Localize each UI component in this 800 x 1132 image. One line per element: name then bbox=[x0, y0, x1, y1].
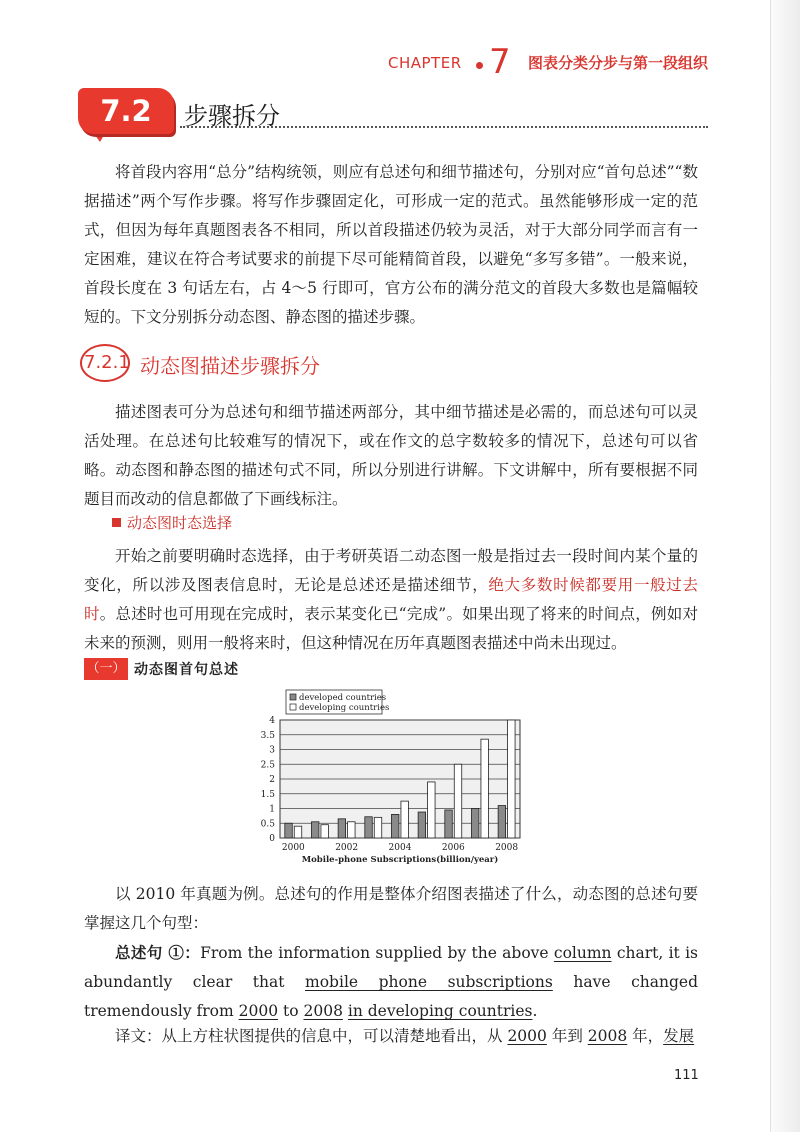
bar-developed-countries bbox=[311, 822, 318, 838]
subtopic-tag-text: 动态图首句总述 bbox=[134, 662, 239, 678]
bar-developed-countries bbox=[418, 812, 425, 838]
bar-developing-countries bbox=[374, 817, 381, 838]
sentence-underlined: in developing countries bbox=[347, 1002, 533, 1020]
bar-developed-countries bbox=[471, 809, 478, 839]
bar-developed-countries bbox=[445, 810, 452, 838]
legend-label: developed countries bbox=[299, 693, 387, 703]
translation-underlined: 2000 bbox=[507, 1027, 547, 1045]
page-edge bbox=[770, 0, 800, 1132]
chapter-bullet-icon bbox=[476, 62, 483, 69]
y-tick-label: 4 bbox=[269, 716, 275, 726]
y-tick-label: 3 bbox=[269, 745, 275, 756]
sentence-part: chart, it is abundantly clear that bbox=[84, 944, 698, 991]
legend-swatch bbox=[290, 694, 296, 700]
x-axis-label: Mobile-phone Subscriptions(billion/year) bbox=[301, 855, 499, 865]
paragraph-intro-text: 将首段内容用“总分”结构统领，则应有总述句和细节描述句，分别对应“首句总述”“数据描述”两个写作步骤。将写作步骤固定化，可形成一定的范式。虽然能够形成一定的范式，但因为每年真题图表各不相同，所以首段描述仍较为灵活，对于大部分同学而言有一定困难，建议在符合考试要求的前提下尽可能精简首段，以避免“多写多错”。一般来说，首段长度在 3 句话左右，占 4～5 行即可，官方公布的满分范文的首段大多数也是篇幅较短的。下文分别拆分动态图、静态图的描述步骤。 bbox=[84, 163, 698, 326]
tense-after: 。总述时也可用现在完成时，表示某变化已“完成”。如果出现了将来的时间点，例如对未来的预测，则用一般将来时，但这种情况在历年真题图表描述中尚未出现过。 bbox=[84, 605, 698, 652]
y-tick-label: 1.5 bbox=[260, 789, 275, 800]
paragraph-description bbox=[84, 398, 698, 514]
x-tick-label: 2000 bbox=[281, 843, 305, 853]
sentence-part: From the information supplied by the above bbox=[200, 944, 554, 962]
x-tick-label: 2008 bbox=[495, 843, 519, 853]
paragraph-intro bbox=[84, 158, 698, 332]
chapter-number: 7 bbox=[489, 42, 511, 82]
x-tick-label: 2004 bbox=[388, 843, 412, 853]
paragraph-description-text: 描述图表可分为总述句和细节描述两部分，其中细节描述是必需的，而总述句可以灵活处理。在总述句比较难写的情况下，或在作文的总字数较多的情况下，总述句可以省略。动态图和静态图的描述句式不同，所以分别进行讲解。下文讲解中，所有要根据不同题目而改动的信息都做了下画线标注。 bbox=[84, 403, 698, 508]
bar-developed-countries bbox=[498, 806, 505, 838]
subsection-title: 动态图描述步骤拆分 bbox=[140, 354, 320, 378]
translation-part: 年到 bbox=[546, 1027, 588, 1045]
bar-developing-countries bbox=[401, 801, 408, 838]
tense-highlight: 绝大多数时候都要用一般过去时 bbox=[84, 576, 698, 623]
sentence-underlined: 2000 bbox=[238, 1002, 279, 1020]
bar-chart bbox=[240, 686, 540, 866]
sentence-underlined: column bbox=[553, 944, 612, 962]
bar-developing-countries bbox=[428, 782, 435, 838]
sentence-example-text bbox=[84, 938, 698, 1026]
sentence-part: to bbox=[278, 1002, 304, 1020]
sentence-underlined: mobile phone subscriptions bbox=[305, 973, 553, 991]
paragraph-tense-text bbox=[84, 542, 698, 658]
x-tick-label: 2006 bbox=[441, 843, 465, 853]
chapter-word: CHAPTER bbox=[388, 54, 462, 72]
tense-heading bbox=[112, 512, 232, 533]
translation-part: 年， bbox=[627, 1027, 664, 1045]
bar-developing-countries bbox=[294, 826, 301, 838]
sentence-part: have changed tremendously from bbox=[84, 973, 698, 1020]
translation-underlined: 发展 bbox=[663, 1027, 695, 1045]
paragraph-example-text: 以 2010 年真题为例。总述句的作用是整体介绍图表描述了什么，动态图的总述句要掌握这几个句型： bbox=[84, 885, 698, 932]
y-tick-label: 1 bbox=[269, 804, 275, 815]
translation-part: 译文：从上方柱状图提供的信息中，可以清楚地看出，从 bbox=[115, 1027, 508, 1045]
y-tick-label: 2 bbox=[269, 775, 275, 785]
bar-developed-countries bbox=[285, 823, 292, 838]
x-tick-label: 2002 bbox=[335, 843, 359, 853]
bar-developed-countries bbox=[338, 819, 345, 838]
square-bullet-icon bbox=[112, 518, 121, 527]
paragraph-tense bbox=[84, 542, 698, 658]
bar-developing-countries bbox=[454, 764, 461, 838]
translation-text bbox=[84, 1022, 698, 1051]
y-tick-label: 0 bbox=[269, 834, 275, 844]
bar-developed-countries bbox=[391, 814, 398, 838]
bar-developing-countries bbox=[481, 739, 488, 838]
section-badge bbox=[78, 88, 174, 134]
bar-developed-countries bbox=[365, 817, 372, 838]
tense-heading-text: 动态图时态选择 bbox=[127, 514, 233, 532]
subtopic-tag-label: （一） bbox=[84, 658, 128, 680]
bar-developing-countries bbox=[508, 720, 515, 838]
subsection-number: 7.2.1 bbox=[84, 352, 130, 373]
chapter-title: 图表分类分步与第一段组织 bbox=[528, 54, 709, 72]
y-tick-label: 0.5 bbox=[260, 819, 275, 830]
legend-label: developing countries bbox=[299, 703, 390, 713]
sentence-underlined: 2008 bbox=[303, 1002, 343, 1020]
paragraph-example bbox=[84, 880, 698, 938]
legend-swatch bbox=[290, 704, 296, 710]
page-number: 111 bbox=[674, 1068, 699, 1083]
sentence-example bbox=[84, 938, 698, 1026]
y-tick-label: 3.5 bbox=[260, 730, 275, 741]
sentence-part: . bbox=[532, 1002, 538, 1020]
tense-before: 开始之前要明确时态选择，由于考研英语二动态图一般是指过去一段时间内某个量的变化，所以涉及图表信息时，无论是总述还是描述细节， bbox=[84, 547, 698, 594]
translation bbox=[84, 1022, 698, 1051]
section-divider bbox=[180, 126, 708, 128]
chapter-header bbox=[388, 44, 728, 84]
y-tick-label: 2.5 bbox=[260, 760, 275, 771]
sentence-label: 总述句 ①： bbox=[115, 943, 201, 962]
bar-developing-countries bbox=[348, 822, 355, 838]
section-title: 步骤拆分 bbox=[184, 102, 280, 130]
translation-underlined: 2008 bbox=[587, 1027, 628, 1045]
bar-developing-countries bbox=[321, 825, 328, 838]
section-number: 7.2 bbox=[100, 94, 152, 128]
